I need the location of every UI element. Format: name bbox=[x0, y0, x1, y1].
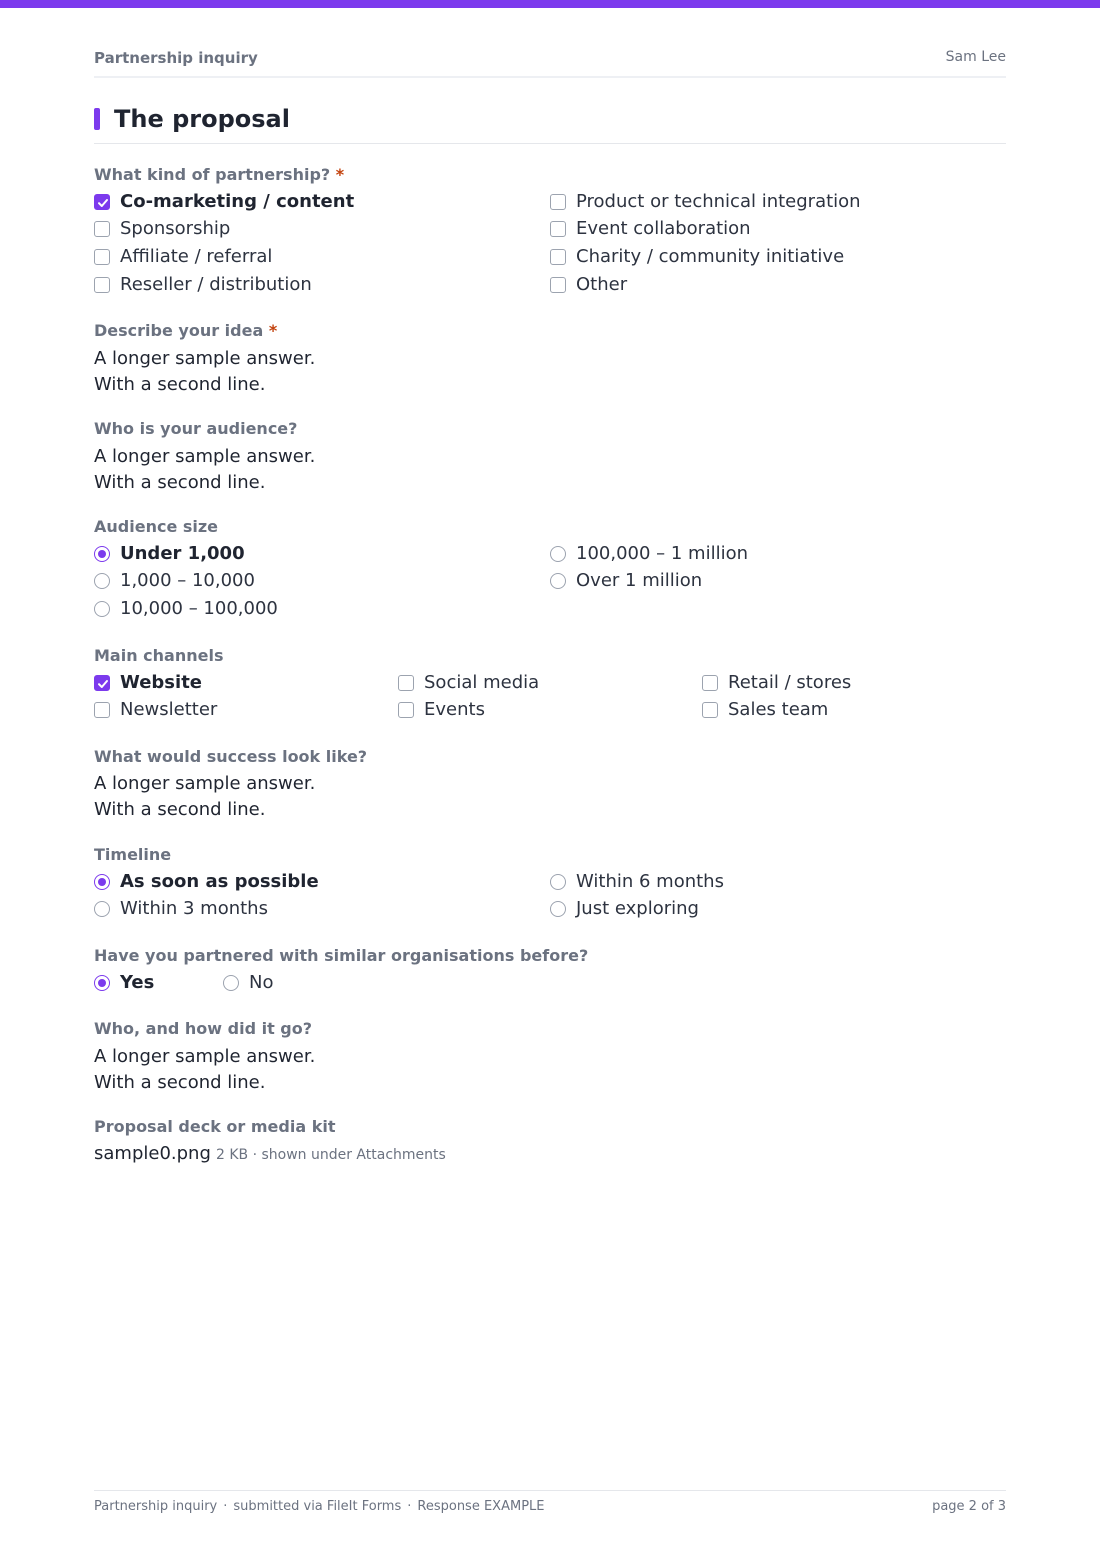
audience-size-question-label: Audience size bbox=[94, 517, 219, 536]
top-accent-bar bbox=[0, 0, 1100, 8]
checkbox-icon[interactable] bbox=[550, 277, 566, 293]
user-name: Sam Lee bbox=[945, 49, 1006, 65]
option-label: No bbox=[249, 972, 274, 993]
option-label: Other bbox=[576, 274, 628, 295]
radio-icon[interactable] bbox=[94, 601, 110, 617]
file-name[interactable]: sample0.png bbox=[94, 1143, 211, 1164]
section-accent-bar bbox=[94, 108, 100, 130]
success-answer bbox=[94, 771, 315, 823]
answer-line: A longer sample answer. bbox=[94, 348, 316, 369]
option-label: As soon as possible bbox=[120, 871, 319, 892]
footer-separator: · bbox=[223, 1499, 228, 1514]
partnership-question-text: What kind of partnership? bbox=[94, 165, 331, 184]
form-title: Partnership inquiry bbox=[94, 49, 258, 67]
answer-line: With a second line. bbox=[94, 374, 266, 395]
audience-answer bbox=[94, 444, 315, 496]
checkbox-icon[interactable] bbox=[702, 702, 718, 718]
option-label: Events bbox=[424, 699, 485, 720]
idea-question-text: Describe your idea bbox=[94, 321, 264, 340]
checkbox-icon[interactable] bbox=[398, 702, 414, 718]
footer-info bbox=[94, 1499, 544, 1514]
option-label: Charity / community initiative bbox=[576, 246, 845, 267]
option-label: Website bbox=[120, 672, 203, 693]
answer-line: A longer sample answer. bbox=[94, 446, 316, 467]
who-how-answer bbox=[94, 1044, 315, 1096]
answer-line: A longer sample answer. bbox=[94, 1046, 316, 1067]
checkbox-icon[interactable] bbox=[94, 249, 110, 265]
radio-icon[interactable] bbox=[550, 901, 566, 917]
radio-selected-icon[interactable] bbox=[94, 546, 110, 562]
partnership-question-label bbox=[94, 165, 344, 185]
option-label: Just exploring bbox=[576, 898, 699, 919]
uploaded-file bbox=[94, 1143, 446, 1164]
option-label: Reseller / distribution bbox=[120, 274, 312, 295]
option-label: Sales team bbox=[728, 699, 829, 720]
radio-icon[interactable] bbox=[94, 573, 110, 589]
radio-selected-icon[interactable] bbox=[94, 874, 110, 890]
answer-line: With a second line. bbox=[94, 472, 266, 493]
page-header bbox=[94, 48, 1006, 78]
option-label: 10,000 – 100,000 bbox=[120, 598, 278, 619]
checkbox-icon[interactable] bbox=[702, 675, 718, 691]
footer-response-id: Response EXAMPLE bbox=[417, 1499, 545, 1514]
option-label: Event collaboration bbox=[576, 218, 751, 239]
footer-form-name: Partnership inquiry bbox=[94, 1499, 218, 1514]
option-label: Over 1 million bbox=[576, 570, 703, 591]
option-label: Sponsorship bbox=[120, 218, 231, 239]
file-meta: 2 KB · shown under Attachments bbox=[215, 1147, 446, 1163]
radio-icon[interactable] bbox=[550, 874, 566, 890]
footer-submitted-via: submitted via FileIt Forms bbox=[233, 1499, 402, 1514]
option-label: Newsletter bbox=[120, 699, 218, 720]
radio-icon[interactable] bbox=[550, 573, 566, 589]
checkbox-icon[interactable] bbox=[94, 277, 110, 293]
page-indicator: page 2 of 3 bbox=[932, 1499, 1006, 1514]
checkbox-icon[interactable] bbox=[94, 702, 110, 718]
idea-question-label bbox=[94, 321, 277, 341]
required-marker: * bbox=[268, 321, 278, 340]
option-label: Within 6 months bbox=[576, 871, 724, 892]
partnered-before-question-label: Have you partnered with similar organisations before? bbox=[94, 946, 589, 965]
section-heading bbox=[94, 104, 1006, 144]
required-marker: * bbox=[335, 165, 345, 184]
option-label: Social media bbox=[424, 672, 540, 693]
who-how-question-label: Who, and how did it go? bbox=[94, 1019, 313, 1038]
idea-answer bbox=[94, 346, 315, 398]
option-label: 100,000 – 1 million bbox=[576, 543, 749, 564]
option-label: Co-marketing / content bbox=[120, 191, 355, 212]
option-label: Product or technical integration bbox=[576, 191, 861, 212]
option-label: Yes bbox=[120, 972, 155, 993]
success-question-label: What would success look like? bbox=[94, 747, 368, 766]
checkbox-checked-icon[interactable] bbox=[94, 675, 110, 691]
option-label: Retail / stores bbox=[728, 672, 852, 693]
channels-question-label: Main channels bbox=[94, 646, 224, 665]
timeline-question-label: Timeline bbox=[94, 845, 172, 864]
checkbox-icon[interactable] bbox=[94, 221, 110, 237]
option-label: Affiliate / referral bbox=[120, 246, 273, 267]
option-label: 1,000 – 10,000 bbox=[120, 570, 255, 591]
checkbox-checked-icon[interactable] bbox=[94, 194, 110, 210]
answer-line: With a second line. bbox=[94, 799, 266, 820]
page-footer bbox=[94, 1490, 1006, 1521]
answer-line: A longer sample answer. bbox=[94, 773, 316, 794]
radio-icon[interactable] bbox=[550, 546, 566, 562]
radio-selected-icon[interactable] bbox=[94, 975, 110, 991]
checkbox-icon[interactable] bbox=[550, 249, 566, 265]
checkbox-icon[interactable] bbox=[550, 194, 566, 210]
answer-line: With a second line. bbox=[94, 1072, 266, 1093]
section-title: The proposal bbox=[114, 105, 290, 133]
option-label: Under 1,000 bbox=[120, 543, 245, 564]
deck-question-label: Proposal deck or media kit bbox=[94, 1117, 336, 1136]
checkbox-icon[interactable] bbox=[398, 675, 414, 691]
footer-separator: · bbox=[407, 1499, 412, 1514]
checkbox-icon[interactable] bbox=[550, 221, 566, 237]
option-label: Within 3 months bbox=[120, 898, 268, 919]
audience-question-label: Who is your audience? bbox=[94, 419, 298, 438]
radio-icon[interactable] bbox=[223, 975, 239, 991]
radio-icon[interactable] bbox=[94, 901, 110, 917]
